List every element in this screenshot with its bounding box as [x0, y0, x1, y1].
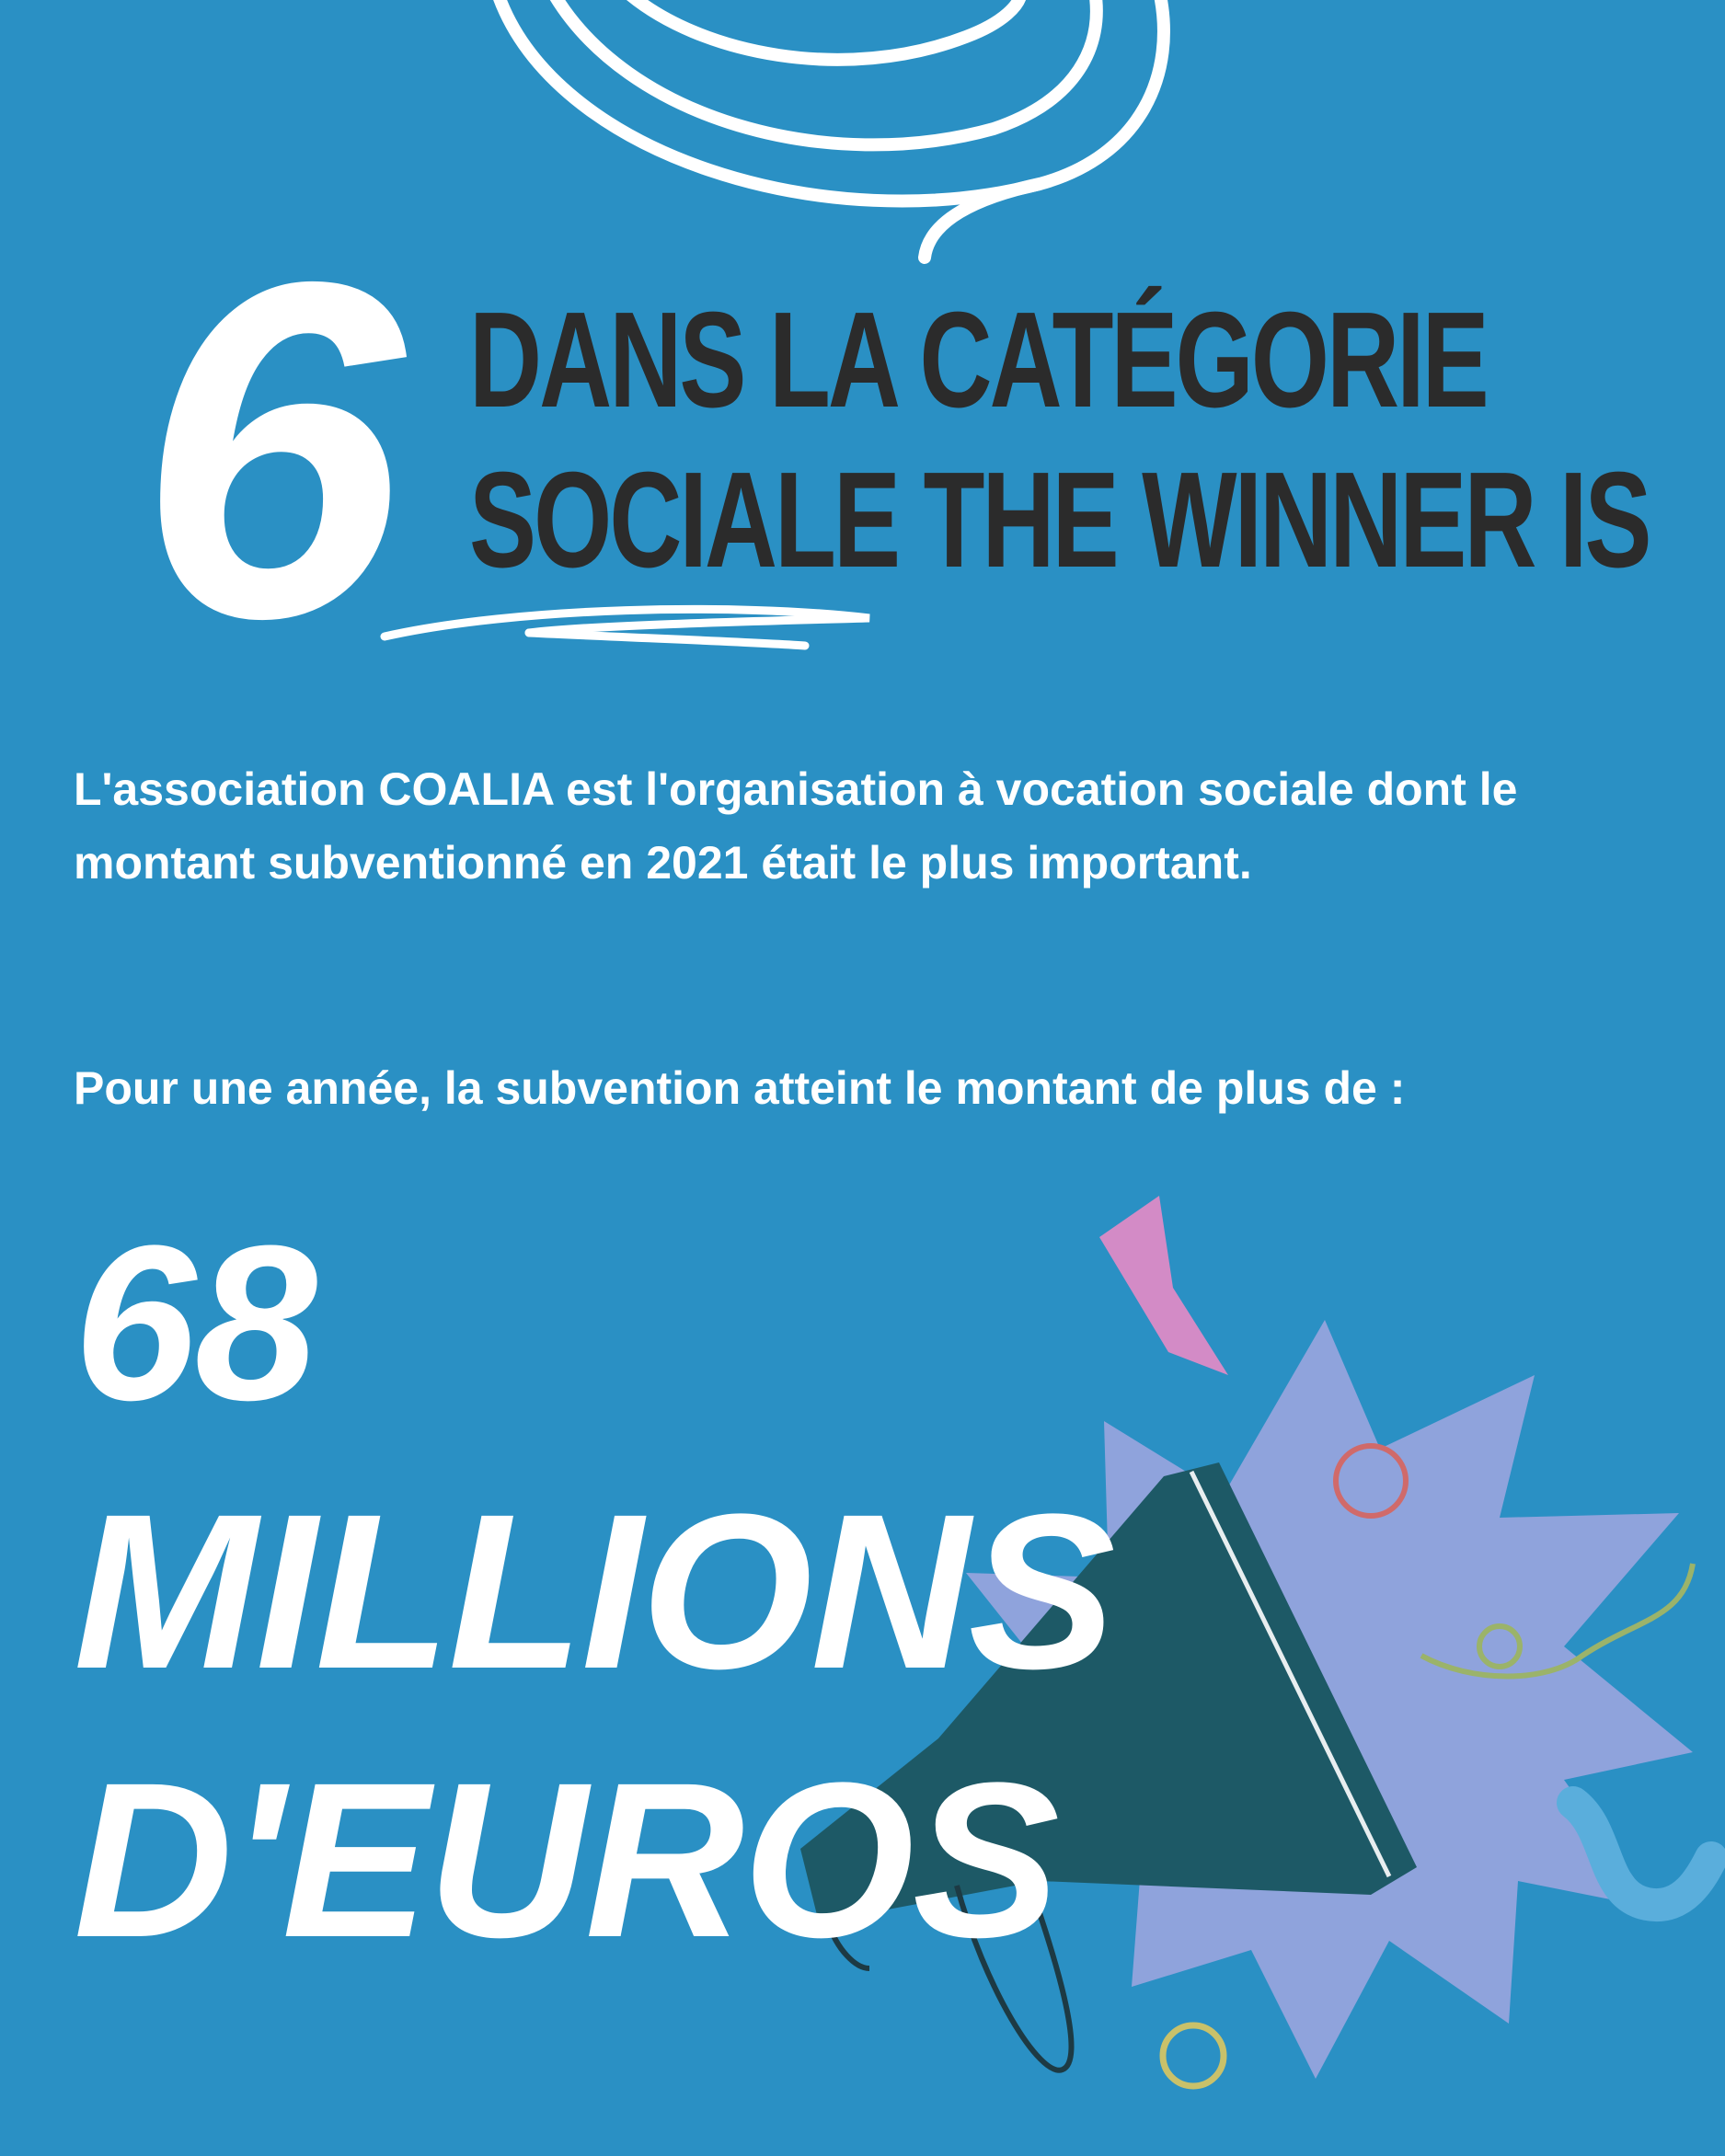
heading-line-1: DANS LA CATÉGORIE	[469, 284, 1487, 436]
amount-unit-euros: D'EUROS	[74, 1737, 1058, 1983]
heading-line-2: SOCIALE THE WINNER IS	[469, 444, 1650, 596]
amount-unit-millions: MILLIONS	[74, 1468, 1114, 1714]
intro-paragraph: L'association COALIA est l'organisation à vocation sociale dont le montant subventionné en 2021 était le plus important.	[74, 763, 1518, 889]
amount-number: 68	[74, 1199, 316, 1446]
subsidy-paragraph: Pour une année, la subvention atteint le montant de plus de :	[74, 1062, 1406, 1114]
hero-number: 6	[138, 183, 405, 717]
